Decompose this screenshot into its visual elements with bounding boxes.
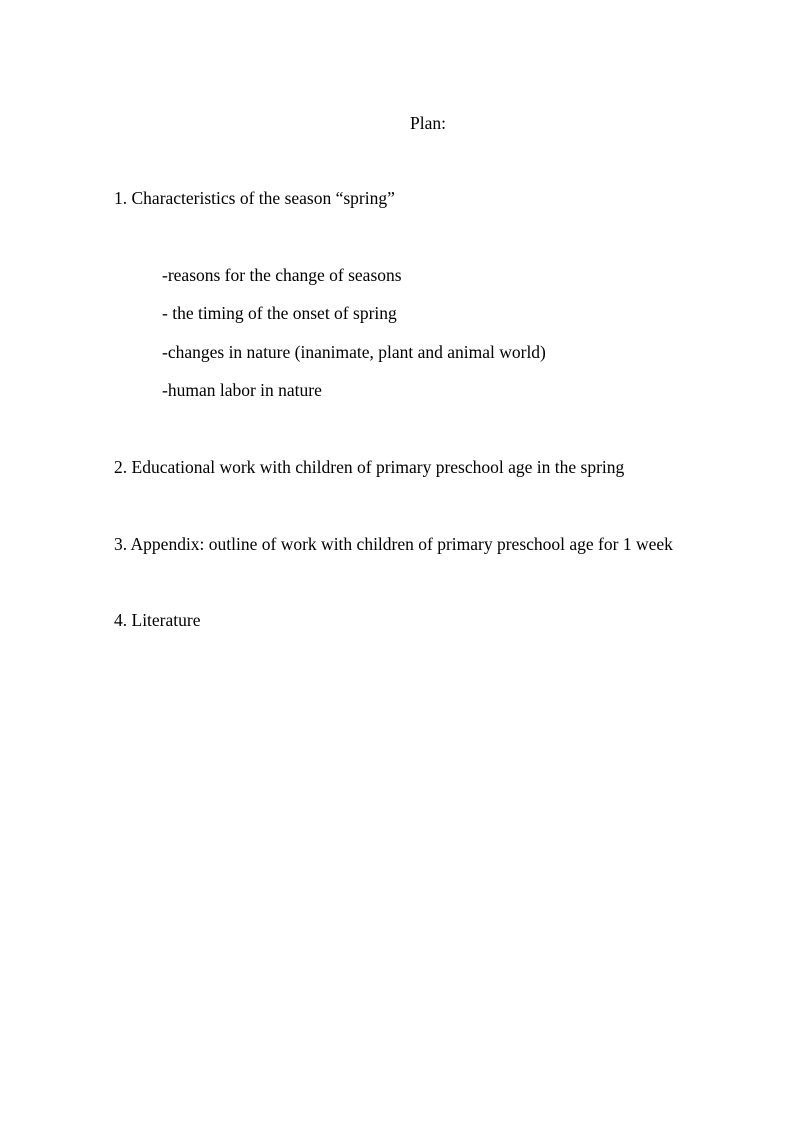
plan-item-1: 1. Characteristics of the season “spring” [114,188,395,208]
page-title: Plan: [410,113,446,133]
plan-item-2: 2. Educational work with children of primary preschool age in the spring [114,457,625,477]
plan-item-3: 3. Appendix: outline of work with children of primary preschool age for 1 week [114,534,673,554]
plan-item-4: 4. Literature [114,610,201,630]
plan-subitem-3: -changes in nature (inanimate, plant and animal world) [162,342,546,362]
plan-subitem-2: - the timing of the onset of spring [162,303,397,323]
plan-subitem-1: -reasons for the change of seasons [162,265,402,285]
plan-subitem-4: -human labor in nature [162,380,322,400]
